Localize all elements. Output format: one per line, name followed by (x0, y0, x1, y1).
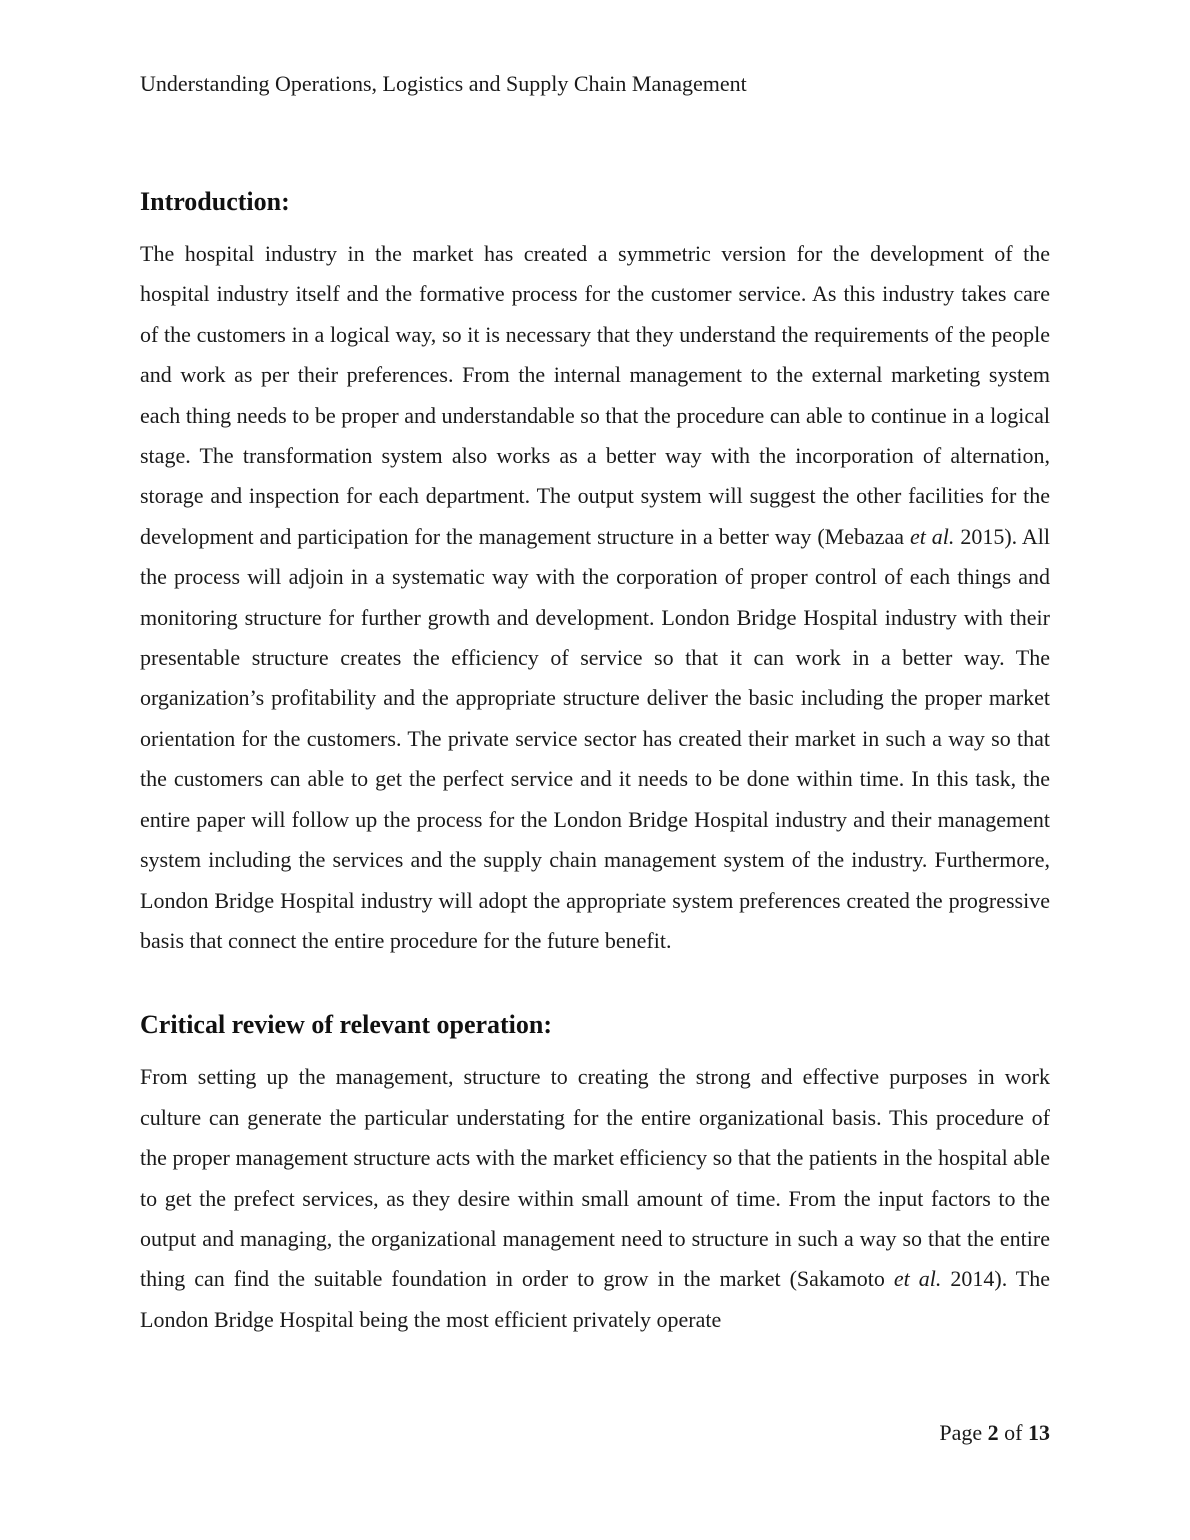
footer-page-label: Page (939, 1420, 988, 1445)
page-footer (939, 1420, 1050, 1446)
critical-review-paragraph (140, 1057, 1050, 1340)
footer-of-label: of (998, 1420, 1028, 1445)
section-heading-introduction: Introduction: (140, 187, 290, 216)
citation-et-al: et al. (909, 523, 955, 549)
text-run: The hospital industry in the market has created a symmetric version for the development of the hospital industry itself and the formative process for the customer service. As this industry takes care of the customers in a logical way, so it is necessary that they understand the requirements of the people and work as per their preferences. From the internal management to the external marketing system each thing needs to be proper and understandable so that the procedure can able to continue in a logical stage. The transformation system also works as a better way with the incorporation of alternation, storage and inspection for each department. The output system will suggest the other facilities for the development and participation for the management structure in a better way (Mebazaa (140, 241, 1050, 549)
footer-page-number: 2 (987, 1420, 999, 1445)
document-content (140, 70, 1050, 1340)
introduction-paragraph (140, 234, 1050, 961)
text-run: 2014). The London Bridge Hospital being the most efficient privately operate (140, 1266, 1050, 1332)
running-header: Understanding Operations, Logistics and Supply Chain Management (140, 71, 747, 96)
citation-et-al: et al. (893, 1266, 942, 1292)
text-run: From setting up the management, structure to creating the strong and effective purposes in work culture can generate the particular understating for the entire organizational basis. This procedure of the proper management structure acts with the market efficiency so that the patients in the hospital able to get the prefect services, as they desire within small amount of time. From the input factors to the output and managing, the organizational management need to structure in such a way so that the entire thing can find the suitable foundation in order to grow in the market (Sakamoto (140, 1064, 1050, 1292)
section-heading-critical-review: Critical review of relevant operation: (140, 1010, 553, 1040)
text-run: 2015). All the process will adjoin in a systematic way with the corporation of proper control of each things and monitoring structure for further growth and development. London Bridge Hospital industry with their presentable structure creates the efficiency of service so that it can work in a better way. The organization’s profitability and the appropriate structure deliver the basic including the proper market orientation for the customers. The private service sector has created their market in such a way so that the customers can able to get the perfect service and it needs to be done within time. In this task, the entire paper will follow up the process for the London Bridge Hospital industry and their management system including the services and the supply chain management system of the industry. Furthermore, London Bridge Hospital industry will adopt the appropriate system preferences created the progressive basis that connect the entire procedure for the future benefit. (140, 523, 1050, 953)
footer-total-pages: 13 (1028, 1420, 1050, 1445)
